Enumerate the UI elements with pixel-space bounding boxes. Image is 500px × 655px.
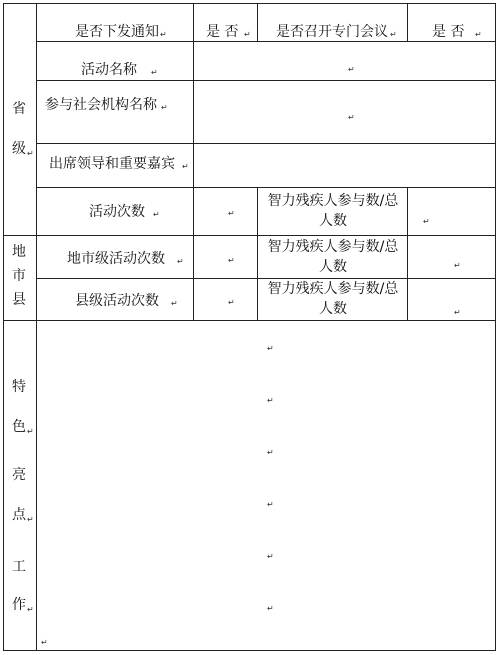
paragraph-mark: ↵ — [27, 427, 34, 436]
leaders-guests-label: 出席领导和重要嘉宾 — [49, 156, 175, 172]
highlights-label-char: 点 — [12, 507, 26, 523]
province-participants-label-cell — [257, 187, 408, 236]
paragraph-mark: ↵ — [348, 65, 355, 74]
social-orgs-label-cell — [36, 80, 194, 144]
county-participants-label: 智力残疾人参与数/总人数 — [267, 281, 399, 317]
highlights-label-char: 工 — [12, 559, 26, 575]
paragraph-mark: ↵ — [171, 299, 178, 308]
paragraph-mark: ↵ — [454, 261, 461, 270]
paragraph-mark: ↵ — [228, 298, 235, 307]
paragraph-mark: ↵ — [267, 500, 274, 509]
paragraph-mark: ↵ — [348, 113, 355, 122]
meeting-held-label-cell — [257, 3, 408, 42]
activity-count-label-cell — [36, 187, 194, 236]
county-count-label-cell — [36, 278, 194, 321]
notice-issued-label: 是否下发通知 — [75, 24, 159, 40]
paragraph-mark: ↵ — [267, 604, 274, 613]
activity-name-value-cell[interactable] — [193, 41, 496, 81]
social-orgs-label: 参与社会机构名称 — [45, 97, 157, 113]
meeting-yes-no-cell[interactable] — [407, 3, 496, 42]
meeting-held-label: 是否召开专门会议 — [276, 24, 388, 40]
highlights-content-cell[interactable] — [36, 320, 496, 651]
activity-count-value-cell[interactable] — [193, 187, 258, 236]
activity-name-label-cell — [36, 41, 194, 81]
county-count-label: 县级活动次数 — [75, 293, 159, 309]
paragraph-mark: ↵ — [454, 308, 461, 317]
city-count-label-cell — [36, 235, 194, 279]
paragraph-mark: ↵ — [267, 552, 274, 561]
city-county-label-char: 县 — [12, 292, 26, 308]
paragraph-mark: ↵ — [27, 149, 34, 158]
highlights-label-cell — [3, 320, 37, 651]
city-participants-label: 智力残疾人参与数/总人数 — [267, 239, 399, 275]
paragraph-mark: ↵ — [182, 162, 189, 171]
highlights-label-char: 亮 — [12, 467, 26, 483]
city-county-label-char: 地 — [12, 244, 26, 260]
activity-name-label: 活动名称 — [81, 62, 137, 78]
city-county-label-cell — [3, 235, 37, 321]
paragraph-mark: ↵ — [423, 217, 430, 226]
leaders-guests-label-cell — [36, 143, 194, 188]
city-count-value-cell[interactable] — [193, 235, 258, 279]
notice-issued-label-cell — [36, 3, 194, 42]
paragraph-mark: ↵ — [27, 515, 34, 524]
paragraph-mark: ↵ — [267, 344, 274, 353]
highlights-label-char: 色 — [12, 419, 26, 435]
county-participants-value-cell[interactable] — [407, 278, 496, 321]
paragraph-mark: ↵ — [27, 605, 34, 614]
notice-yes-no-options: 是 否 — [206, 24, 239, 40]
city-participants-label-cell — [257, 235, 408, 279]
social-orgs-value-cell[interactable] — [193, 80, 496, 144]
paragraph-mark: ↵ — [153, 210, 160, 219]
county-count-value-cell[interactable] — [193, 278, 258, 321]
paragraph-mark: ↵ — [244, 30, 251, 39]
paragraph-mark: ↵ — [228, 256, 235, 265]
paragraph-mark: ↵ — [161, 103, 168, 112]
city-count-label: 地市级活动次数 — [67, 251, 165, 267]
paragraph-mark: ↵ — [160, 30, 167, 39]
paragraph-mark: ↵ — [177, 257, 184, 266]
province-participants-value-cell[interactable] — [407, 187, 496, 236]
paragraph-mark: ↵ — [228, 209, 235, 218]
notice-yes-no-cell[interactable] — [193, 3, 258, 42]
highlights-label-char: 作 — [12, 597, 26, 613]
highlights-label-char: 特 — [12, 379, 26, 395]
meeting-yes-no-options: 是 否 — [432, 24, 465, 40]
province-label-cell — [3, 3, 37, 236]
city-county-label-char: 市 — [12, 268, 26, 284]
paragraph-mark: ↵ — [151, 68, 158, 77]
city-participants-value-cell[interactable] — [407, 235, 496, 279]
paragraph-mark: ↵ — [41, 638, 48, 647]
paragraph-mark: ↵ — [267, 396, 274, 405]
province-label-char: 级 — [12, 141, 26, 157]
leaders-guests-value-cell[interactable] — [193, 143, 496, 188]
province-participants-label: 智力残疾人参与数/总人数 — [267, 193, 399, 229]
paragraph-mark: ↵ — [390, 30, 397, 39]
paragraph-mark: ↵ — [267, 448, 274, 457]
province-label-char: 省 — [12, 101, 26, 117]
paragraph-mark: ↵ — [475, 30, 482, 39]
county-participants-label-cell — [257, 278, 408, 321]
activity-count-label: 活动次数 — [89, 204, 145, 220]
